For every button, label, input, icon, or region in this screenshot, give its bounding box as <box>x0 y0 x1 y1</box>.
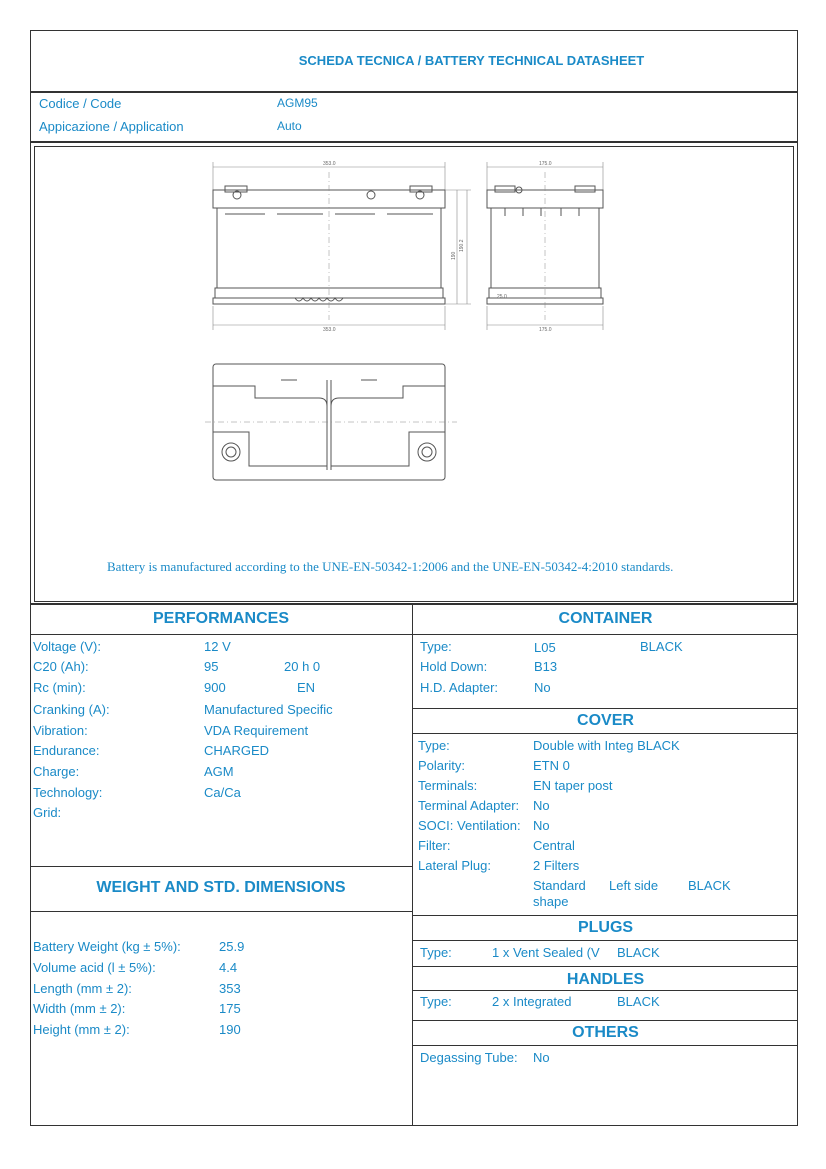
top-view-drawing <box>205 364 457 480</box>
container-label-type: Type: <box>420 639 452 654</box>
perf-label-endurance: Endurance: <box>33 743 100 758</box>
others-value-degassing: No <box>533 1050 550 1065</box>
performances-header: PERFORMANCES <box>152 610 289 627</box>
cover-value-type: Double with Integ BLACK <box>533 738 680 753</box>
container-value-adapter: No <box>534 680 551 695</box>
divider <box>30 634 412 635</box>
perf-label-vibration: Vibration: <box>33 723 88 738</box>
handles-color: BLACK <box>617 994 660 1009</box>
perf-value-technology: Ca/Ca <box>204 785 241 800</box>
divider <box>413 1045 798 1046</box>
title-box <box>30 30 798 92</box>
divider <box>413 1020 798 1021</box>
divider <box>413 915 798 916</box>
plugs-header: PLUGS <box>577 919 634 936</box>
divider <box>413 733 798 734</box>
weight-value-acid: 4.4 <box>219 960 238 975</box>
divider <box>413 708 798 709</box>
divider <box>30 866 412 867</box>
divider <box>413 966 798 967</box>
others-label-degassing: Degassing Tube: <box>420 1050 518 1065</box>
application-value: Auto <box>277 119 302 133</box>
cover-label-terminal-adapter: Terminal Adapter: <box>418 798 520 813</box>
cover-label-polarity: Polarity: <box>418 758 465 773</box>
weight-header: WEIGHT AND STD. DIMENSIONS <box>96 879 346 896</box>
container-value-type: L05 <box>534 640 556 655</box>
front-view-drawing <box>213 161 471 333</box>
battery-technical-drawing <box>195 150 625 490</box>
perf-label-c20: C20 (Ah): <box>33 659 89 674</box>
cover-value-terminal-adapter: No <box>533 798 550 813</box>
handles-value: 2 x Integrated <box>492 994 572 1009</box>
container-header: CONTAINER <box>558 610 653 627</box>
side-view-drawing <box>487 161 603 333</box>
perf-label-technology: Technology: <box>33 785 103 800</box>
weight-value-length: 353 <box>219 981 241 996</box>
plugs-label: Type: <box>420 945 452 960</box>
cover-label-filter: Filter: <box>418 838 451 853</box>
cover-label-terminals: Terminals: <box>418 778 478 793</box>
cover-value-polarity: ETN 0 <box>533 758 570 773</box>
weight-value-height: 190 <box>219 1022 241 1037</box>
others-header: OTHERS <box>572 1024 639 1041</box>
container-label-adapter: H.D. Adapter: <box>420 680 499 695</box>
info-box <box>30 92 798 142</box>
cover-label-type: Type: <box>418 738 450 753</box>
dim-foot: 25.0 <box>497 294 507 300</box>
dim-height-a: 190 <box>451 251 457 260</box>
weight-label-battery: Battery Weight (kg ± 5%): <box>33 939 181 954</box>
dim-front-bottom: 353.0 <box>323 327 336 333</box>
weight-value-width: 175 <box>219 1001 241 1016</box>
spec-table <box>30 604 798 1126</box>
weight-label-acid: Volume acid (l ± 5%): <box>33 960 156 975</box>
perf-value-vibration: VDA Requirement <box>204 723 309 738</box>
application-label: Appicazione / Application <box>39 119 184 134</box>
code-value: AGM95 <box>277 96 318 110</box>
divider <box>413 940 798 941</box>
handles-header: HANDLES <box>566 971 645 988</box>
divider <box>413 634 798 635</box>
cover-value-filter: Central <box>533 838 575 853</box>
cover-value-ventilation: No <box>533 818 550 833</box>
perf-value-charge: AGM <box>204 764 234 779</box>
perf-value-cranking: Manufactured Specific <box>204 702 333 717</box>
standards-note: Battery is manufactured according to the UNE-EN-50342-1:2006 and the UNE-EN-50342-4:2010 standards. <box>107 559 674 574</box>
container-label-holddown: Hold Down: <box>420 659 488 674</box>
perf-label-cranking: Cranking (A): <box>33 702 110 717</box>
container-value-holddown: B13 <box>534 659 558 674</box>
dim-front-top: 353.0 <box>323 161 336 167</box>
handles-label: Type: <box>420 994 452 1009</box>
weight-value-battery: 25.9 <box>219 939 245 954</box>
container-extra-type: BLACK <box>640 639 683 654</box>
cover-plug-shape: Standard shape <box>533 878 586 909</box>
cover-label-ventilation: SOCI: Ventilation: <box>418 818 521 833</box>
cover-label-lateral-plug: Lateral Plug: <box>418 858 491 873</box>
plugs-color: BLACK <box>617 945 660 960</box>
dim-side-bottom: 175.0 <box>539 327 552 333</box>
weight-label-length: Length (mm ± 2): <box>33 981 132 996</box>
cover-plug-color: BLACK <box>688 878 731 893</box>
weight-label-width: Width (mm ± 2): <box>33 1001 126 1016</box>
page-title: SCHEDA TECNICA / BATTERY TECHNICAL DATASHEET <box>298 53 645 68</box>
dim-side-top: 175.0 <box>539 161 552 167</box>
code-label: Codice / Code <box>39 96 122 111</box>
perf-label-rc: Rc (min): <box>33 680 86 695</box>
cover-plug-side: Left side <box>609 878 659 893</box>
perf-label-grid: Grid: <box>33 805 62 820</box>
perf-label-voltage: Voltage (V): <box>33 639 101 654</box>
plugs-value: 1 x Vent Sealed (V <box>492 945 600 960</box>
perf-value-endurance: CHARGED <box>204 743 270 758</box>
dim-height-b: 190.2 <box>459 239 465 252</box>
perf-extra-rc: EN <box>297 680 316 695</box>
cover-header: COVER <box>577 712 634 729</box>
column-divider <box>412 604 413 1126</box>
perf-label-charge: Charge: <box>33 764 80 779</box>
perf-extra-c20: 20 h 0 <box>284 659 321 674</box>
cover-value-lateral-plug: 2 Filters <box>533 858 580 873</box>
divider <box>413 990 798 991</box>
weight-label-height: Height (mm ± 2): <box>33 1022 130 1037</box>
cover-value-terminals: EN taper post <box>533 778 613 793</box>
perf-value-rc: 900 <box>204 680 226 695</box>
perf-value-c20: 95 <box>204 659 219 674</box>
divider <box>30 911 412 912</box>
perf-value-voltage: 12 V <box>204 639 231 654</box>
